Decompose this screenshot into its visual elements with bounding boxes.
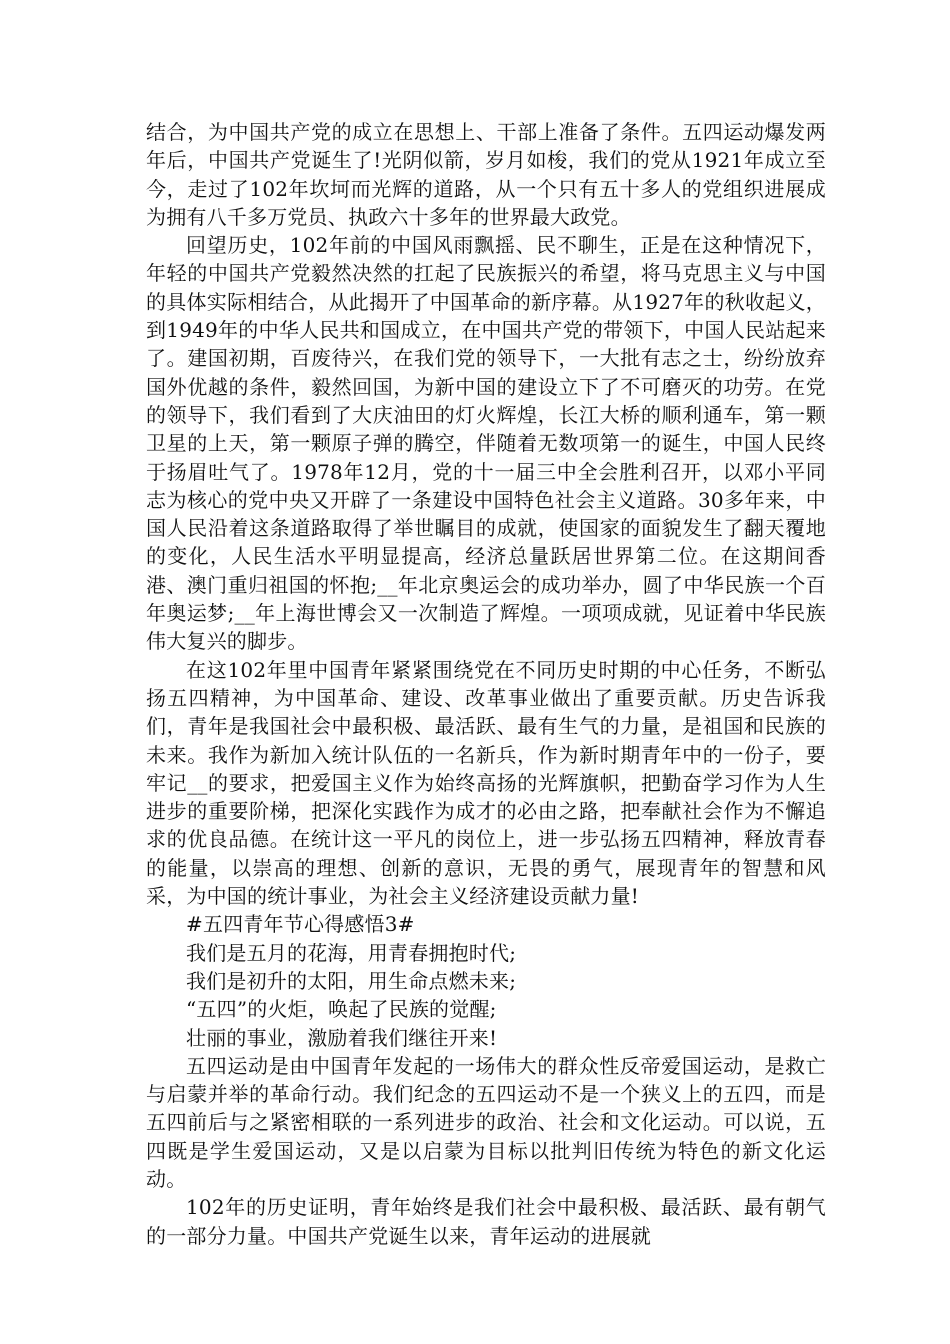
paragraph-102-years: 102年的历史证明，青年始终是我们社会中最积极、最活跃、最有朝气的一部分力量。中国共产党诞生以来，青年运动的进展就 xyxy=(146,1195,826,1248)
paragraph-continued: 结合，为中国共产党的成立在思想上、干部上准备了条件。五四运动爆发两年后，中国共产党诞生了!光阴似箭，岁月如梭，我们的党从1921年成立至今，走过了102年坎坷而光辉的道路，从一个只有五十多人的党组织进展成为拥有八千多万党员、执政六十多年的世界最大政党。 xyxy=(146,120,826,229)
poem-line-4: 壮丽的事业，激励着我们继往开来! xyxy=(186,1025,498,1050)
poem-line-2: 我们是初升的太阳，用生命点燃未来; xyxy=(186,968,517,993)
paragraph-history: 回望历史，102年前的中国风雨飘摇、民不聊生，正是在这种情况下，年轻的中国共产党毅然决然的扛起了民族振兴的希望，将马克思主义与中国的具体实际相结合，从此揭开了中国革命的新序幕。从1927年的秋收起义，到1949年的中华人民共和国成立，在中国共产党的带领下，中国人民站起来了。建国初期，百废待兴，在我们党的领导下，一大批有志之士，纷纷放弃国外优越的条件，毅然回国，为新中国的建设立下了不可磨灭的功劳。在党的领导下，我们看到了大庆油田的灯火辉煌，长江大桥的顺利通车，第一颗卫星的上天，第一颗原子弹的腾空，伴随着无数项第一的诞生，中国人民终于扬眉吐气了。1978年12月，党的十一届三中全会胜利召开，以邓小平同志为核心的党中央又开辟了一条建设中国特色社会主义道路。30多年来，中国人民沿着这条道路取得了举世瞩目的成就，使国家的面貌发生了翻天覆地的变化，人民生活水平明显提高，经济总量跃居世界第二位。在这期间香港、澳门重归祖国的怀抱;__年北京奥运会的成功举办，圆了中华民族一个百年奥运梦;__年上海世博会又一次制造了辉煌。一项项成就，见证着中华民族伟大复兴的脚步。 xyxy=(146,233,826,654)
poem-line-1: 我们是五月的花海，用青春拥抱时代; xyxy=(186,940,517,965)
paragraph-youth: 在这102年里中国青年紧紧围绕党在不同历史时期的中心任务，不断弘扬五四精神，为中国革命、建设、改革事业做出了重要贡献。历史告诉我们，青年是我国社会中最积极、最活跃、最有生气的力量，是祖国和民族的未来。我作为新加入统计队伍的一名新兵，作为新时期青年中的一份子，要牢记__的要求，把爱国主义作为始终高扬的光辉旗帜，把勤奋学习作为人生进步的重要阶梯，把深化实践作为成才的必由之路，把奉献社会作为不懈追求的优良品德。在统计这一平凡的岗位上，进一步弘扬五四精神，释放青春的能量，以崇高的理想、创新的意识，无畏的勇气，展现青年的智慧和风采，为中国的统计事业，为社会主义经济建设贡献力量! xyxy=(146,657,826,909)
poem-line-3: “五四”的火炬，唤起了民族的觉醒; xyxy=(186,997,497,1022)
paragraph-may-fourth: 五四运动是由中国青年发起的一场伟大的群众性反帝爱国运动，是救亡与启蒙并举的革命行动。我们纪念的五四运动不是一个狭义上的五四，而是五四前后与之紧密相联的一系列进步的政治、社会和文化运动。可以说，五四既是学生爱国运动，又是以启蒙为目标以批判旧传统为特色的新文化运动。 xyxy=(146,1053,826,1191)
document-body xyxy=(146,118,826,1250)
section-heading: #五四青年节心得感悟3# xyxy=(186,912,415,937)
